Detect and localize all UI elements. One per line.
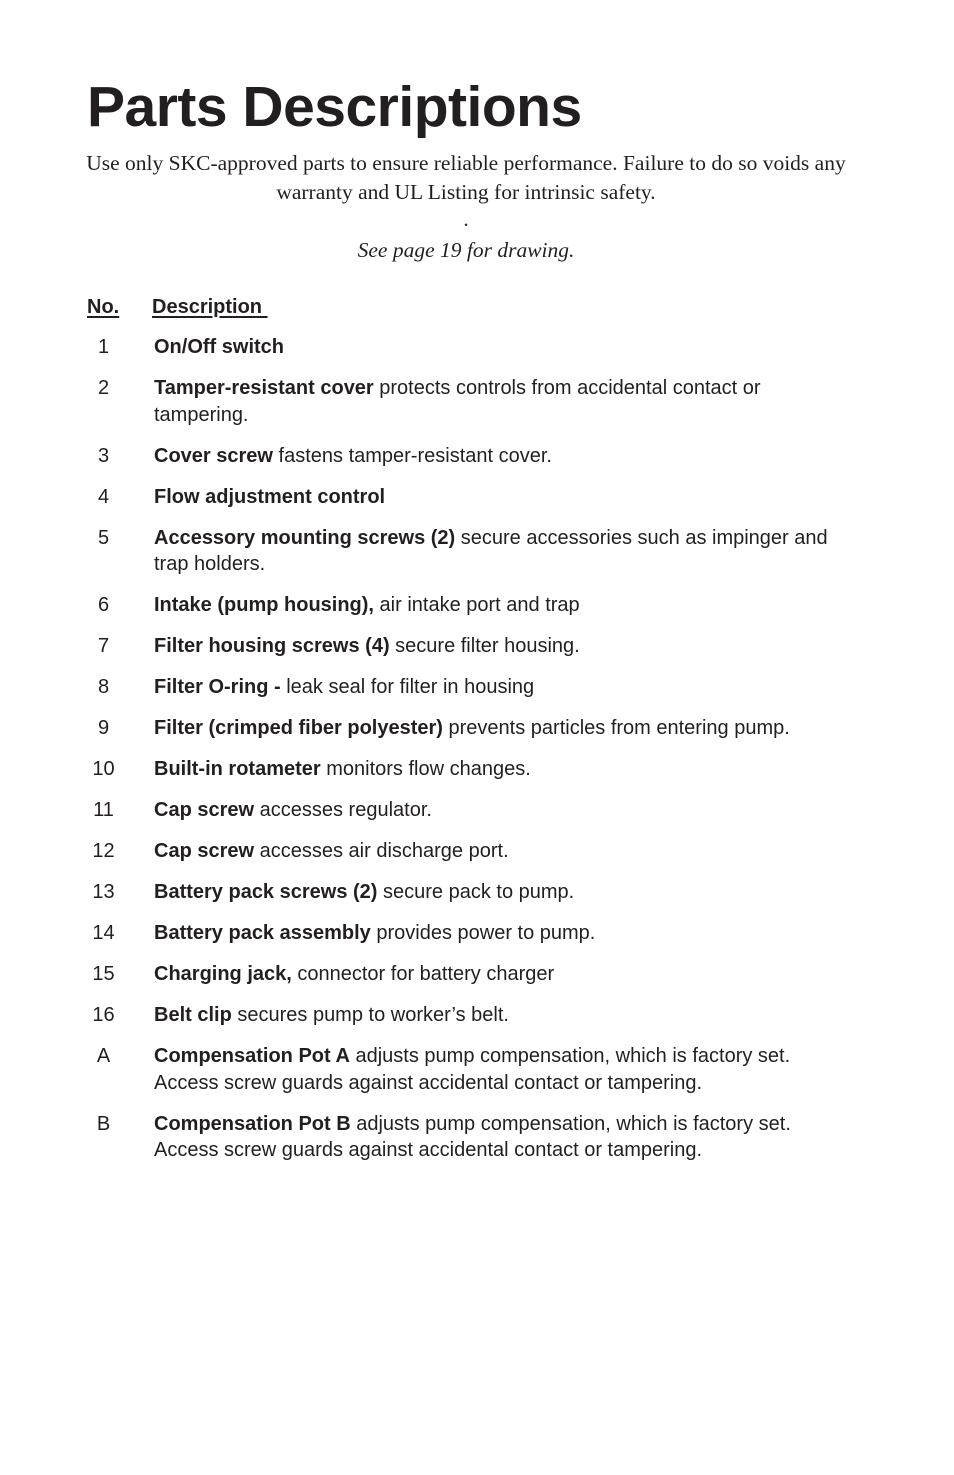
part-description: [154, 715, 854, 742]
part-number-text: 4: [97, 485, 110, 508]
part-number: [86, 1111, 154, 1164]
part-detail: connector for battery charger: [291, 963, 555, 985]
list-item: [0, 920, 954, 947]
part-number-text: 6: [97, 594, 110, 616]
part-name: Accessory mounting screws (2): [154, 526, 456, 549]
part-name: Filter housing screws (4): [154, 635, 390, 657]
list-item: [0, 1111, 954, 1164]
list-item: [0, 715, 954, 742]
part-description: [154, 797, 854, 824]
part-description: [154, 484, 854, 511]
list-item: [0, 443, 954, 470]
part-name: Cap screw: [154, 840, 255, 862]
part-number-text: 2: [97, 377, 110, 399]
part-number-text: 15: [92, 963, 115, 985]
part-detail: provides power to pump.: [370, 922, 596, 944]
part-description: [154, 633, 854, 660]
part-detail: secure pack to pump.: [377, 881, 575, 903]
part-description: [154, 525, 854, 578]
part-number-text: 16: [92, 1004, 115, 1026]
part-name: Built-in rotameter: [154, 758, 321, 780]
part-name: Filter (crimped fiber polyester): [154, 717, 443, 739]
part-name: Intake (pump housing),: [154, 594, 374, 616]
part-description: [154, 1111, 854, 1164]
list-item: [0, 797, 954, 824]
list-item: [0, 838, 954, 865]
column-header-description: Description: [152, 296, 268, 318]
part-description: [154, 838, 854, 865]
part-name: Battery pack screws (2): [154, 881, 378, 903]
part-number: [86, 1002, 154, 1029]
part-detail: secure accessories such as impinger and trap holders.: [154, 526, 828, 575]
part-number: [86, 375, 154, 428]
part-detail: accesses air discharge port.: [254, 840, 509, 862]
part-name: Cover screw: [154, 444, 273, 467]
part-number-text: 14: [92, 922, 115, 944]
list-item: [0, 961, 954, 988]
part-name: Battery pack assembly: [154, 922, 371, 944]
list-item: [0, 879, 954, 906]
part-number-text: 5: [97, 526, 110, 549]
page-title: Parts Descriptions: [87, 75, 582, 139]
list-item: [0, 375, 954, 428]
part-description: [154, 674, 854, 701]
part-number: [86, 756, 154, 783]
list-item: [0, 674, 954, 701]
column-header-no: No.: [87, 296, 120, 318]
part-number-text: 8: [97, 676, 110, 698]
part-number: [86, 674, 154, 701]
part-description: [154, 1002, 854, 1029]
list-item: [0, 1043, 954, 1096]
list-item: [0, 1002, 954, 1029]
part-detail: secure filter housing.: [389, 635, 580, 657]
part-number-text: 12: [92, 840, 115, 862]
part-detail: fastens tamper-resistant cover.: [272, 444, 552, 467]
part-number: [86, 838, 154, 865]
part-number-text: B: [96, 1112, 111, 1135]
part-name: On/Off switch: [154, 336, 284, 358]
part-name: Cap screw: [154, 799, 255, 821]
part-detail: adjusts pump compensation, which is factory set. Access screw guards against accidental contact or tampering.: [154, 1045, 791, 1094]
part-number: [86, 961, 154, 988]
part-number-text: 11: [93, 799, 114, 821]
drawing-reference: See page 19 for drawing.: [357, 238, 575, 262]
part-number: [86, 592, 154, 619]
part-number: [86, 633, 154, 660]
part-description: [154, 756, 854, 783]
part-detail: monitors flow changes.: [320, 758, 531, 780]
part-number-text: 9: [97, 717, 110, 739]
part-number: [86, 920, 154, 947]
part-detail: adjusts pump compensation, which is factory set. Access screw guards against accidental contact or tampering.: [154, 1112, 791, 1161]
part-description: [154, 592, 854, 619]
part-number-text: 13: [92, 881, 115, 903]
part-detail: air intake port and trap: [374, 594, 580, 616]
part-number: [86, 879, 154, 906]
list-item: [0, 592, 954, 619]
list-item: [0, 484, 954, 511]
part-description: [154, 920, 854, 947]
part-name: Compensation Pot B: [154, 1112, 351, 1135]
part-detail: prevents particles from entering pump.: [442, 717, 790, 739]
part-description: [154, 879, 854, 906]
part-name: Compensation Pot A: [154, 1045, 350, 1067]
part-name: Tamper-resistant cover: [154, 377, 374, 399]
separator-dot: .: [463, 207, 469, 231]
part-detail: accesses regulator.: [254, 799, 432, 821]
part-name: Charging jack,: [154, 963, 292, 985]
part-detail: protects controls from accidental contact or tampering.: [154, 377, 761, 426]
part-number: [86, 715, 154, 742]
part-name: Filter O-ring -: [154, 676, 281, 698]
part-number: [86, 797, 154, 824]
part-description: [154, 443, 854, 470]
list-item: [0, 756, 954, 783]
part-number: [86, 443, 154, 470]
list-item: [0, 633, 954, 660]
list-item: [0, 525, 954, 578]
part-name: Belt clip: [154, 1004, 232, 1026]
part-detail: leak seal for filter in housing: [280, 676, 535, 698]
list-item: [0, 334, 954, 361]
part-description: [154, 961, 854, 988]
part-name: Flow adjustment control: [154, 485, 386, 508]
part-number-text: A: [96, 1045, 111, 1067]
part-number-text: 10: [92, 758, 115, 780]
part-detail: secures pump to worker’s belt.: [231, 1004, 509, 1026]
part-description: [154, 1043, 854, 1096]
part-description: [154, 334, 854, 361]
part-number: [86, 1043, 154, 1096]
intro-paragraph: Use only SKC-approved parts to ensure reliable performance. Failure to do so voids any warranty and UL Listing for intrinsic safety.: [86, 151, 846, 204]
part-number: [86, 484, 154, 511]
part-number-text: 1: [97, 336, 110, 358]
part-description: [154, 375, 854, 428]
part-number: [86, 334, 154, 361]
part-number: [86, 525, 154, 578]
part-number-text: 7: [97, 635, 110, 657]
part-number-text: 3: [97, 444, 110, 467]
parts-list: [0, 334, 954, 1178]
